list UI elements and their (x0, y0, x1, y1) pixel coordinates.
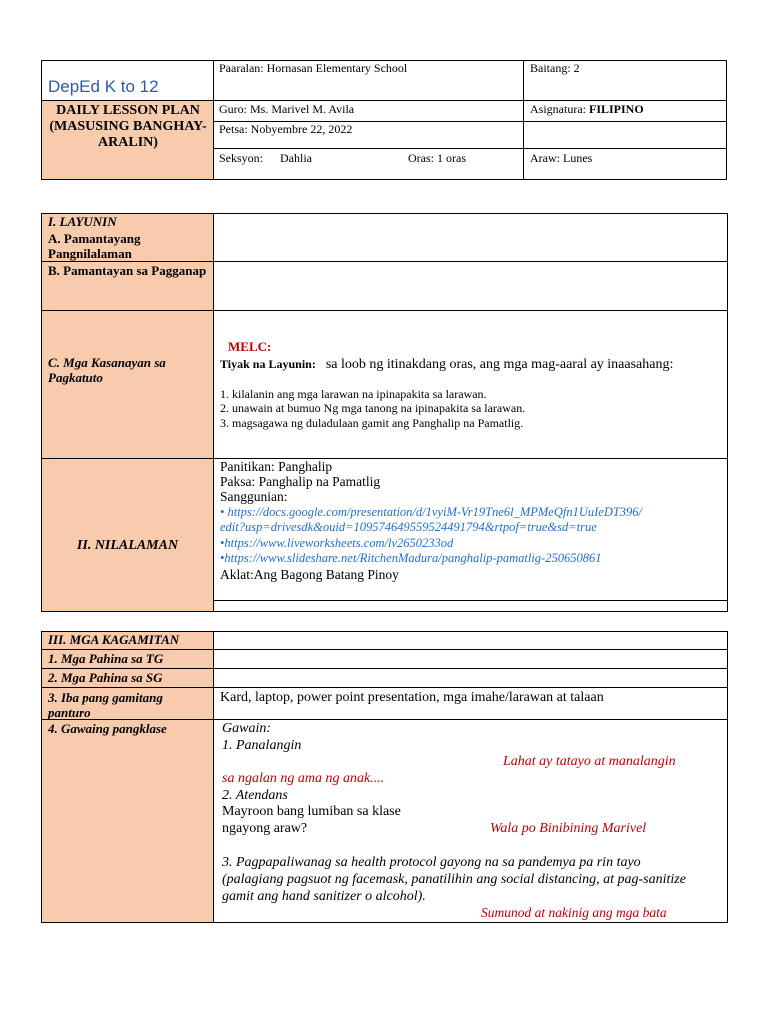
school-field: Paaralan: Hornasan Elementary School (219, 61, 408, 75)
table1-row-line-3 (41, 458, 728, 459)
panalangin-line-2: sa ngalan ng ama ng anak.... (222, 771, 385, 786)
subject-field (530, 102, 644, 117)
header-divider-v1 (213, 60, 214, 180)
table1-divider-v (213, 213, 214, 612)
panalangin-response: Lahat ay tatayo at manalangin (503, 754, 676, 769)
reference-link-1[interactable]: • https://docs.google.com/presentation/d/1vyiM-Vr19Tne6l_MPMeQfn1UuIeDT396/ (220, 505, 643, 519)
table1-row-line-1 (41, 261, 728, 262)
gawain-label: Gawain: (222, 721, 271, 736)
grade-field: Baitang: 2 (530, 61, 580, 75)
table2-divider-v (213, 631, 214, 923)
tiyak-label: Tiyak na Layunin: (220, 357, 316, 371)
header-divider-h3 (213, 148, 727, 149)
iba-pang-gamitang-value: Kard, laptop, power point presentation, mga imahe/larawan at talaan (220, 690, 604, 705)
pahina-sg-label: 2. Mga Pahina sa SG (48, 670, 163, 685)
kagamitan-heading: III. MGA KAGAMITAN (48, 632, 180, 647)
header-divider-v2 (523, 60, 524, 180)
teacher-field: Guro: Ms. Marivel M. Avila (219, 102, 355, 116)
table1-row-line-2 (41, 310, 728, 311)
paksa-text: Paksa: Panghalip na Pamatlig (220, 474, 381, 489)
atendans-label: 2. Atendans (222, 788, 288, 803)
objective-item-2: 2. unawain at bumuo Ng mga tanong na ipinapakita sa larawan. (220, 401, 526, 415)
plan-title: DAILY LESSON PLAN (MASUSING BANGHAY-ARALIN) (49, 103, 207, 150)
date-field: Petsa: Nobyembre 22, 2022 (219, 122, 353, 136)
kasanayan-label: C. Mga Kasanayan sa Pagkatuto (48, 355, 166, 385)
pamantayan-pagganap-label: B. Pamantayan sa Pagganap (48, 263, 207, 278)
tiyak-line (220, 355, 725, 373)
atendans-response: Wala po Binibining Marivel (490, 821, 647, 836)
health-protocol-response: Sumunod at nakinig ang mga bata (481, 905, 667, 920)
tiyak-text: sa loob ng itinakdang oras, ang mga mag-aaral ay inaasahang: (325, 357, 674, 372)
subject-value: FILIPINO (589, 102, 644, 116)
reference-link-3[interactable]: •https://www.slideshare.net/RitchenMadura/panghalip-pamatlig-250650861 (220, 551, 602, 565)
objective-item-3: 3. magsagawa ng duladulaan gamit ang Panghalip na Pamatlig. (220, 416, 524, 430)
aklat-text: Aklat:Ang Bagong Batang Pinoy (220, 567, 399, 582)
section-value: Dahlia (280, 151, 313, 165)
table2-row-line-2 (41, 668, 728, 669)
time-field: Oras: 1 oras (408, 151, 466, 165)
nilalaman-heading: II. NILALAMAN (76, 538, 179, 553)
day-field: Araw: Lunes (530, 151, 593, 165)
subject-label: Asignatura: (530, 102, 586, 116)
gawaing-pangklase-label: 4. Gawaing pangklase (48, 721, 167, 736)
health-protocol-text: 3. Pagpapaliwanag sa health protocol gayong na sa pandemya pa rin tayo (palagiang pagsuot ng facemask, panatilihin ang social distancing, at pag-sanitize gamit ang hand sanitizer o alcohol). (222, 855, 686, 904)
atendans-question-2: ngayong araw? (222, 821, 308, 836)
layunin-heading: I. LAYUNIN (48, 214, 117, 229)
reference-link-1-cont[interactable]: edit?usp=drivesdk&ouid=109574649559524491794&rtpof=true&sd=true (220, 520, 597, 534)
iba-pang-gamitang-label: 3. Iba pang gamitang panturo (48, 690, 163, 720)
objective-item-1: 1. kilalanin ang mga larawan na ipinapakita sa larawan. (220, 387, 487, 401)
sanggunian-label: Sanggunian: (220, 489, 288, 504)
panalangin-label: 1. Panalangin (222, 738, 302, 753)
pahina-tg-label: 1. Mga Pahina sa TG (48, 651, 164, 666)
section-label: Seksyon: (219, 151, 264, 165)
table1-content-box-bottom (213, 600, 728, 601)
atendans-question-1: Mayroon bang lumiban sa klase (222, 804, 401, 819)
reference-link-2[interactable]: •https://www.liveworksheets.com/lv2650233od (220, 536, 454, 550)
deped-logo-text: DepEd K to 12 (48, 77, 159, 96)
melc-label: MELC: (228, 339, 272, 354)
table2-row-line-1 (41, 649, 728, 650)
table2-row-line-3 (41, 687, 728, 688)
panitikan-text: Panitikan: Panghalip (220, 459, 333, 474)
pamantayang-pangnilalaman-label: A. Pamantayang Pangnilalaman (48, 231, 141, 261)
section-field (219, 151, 312, 166)
